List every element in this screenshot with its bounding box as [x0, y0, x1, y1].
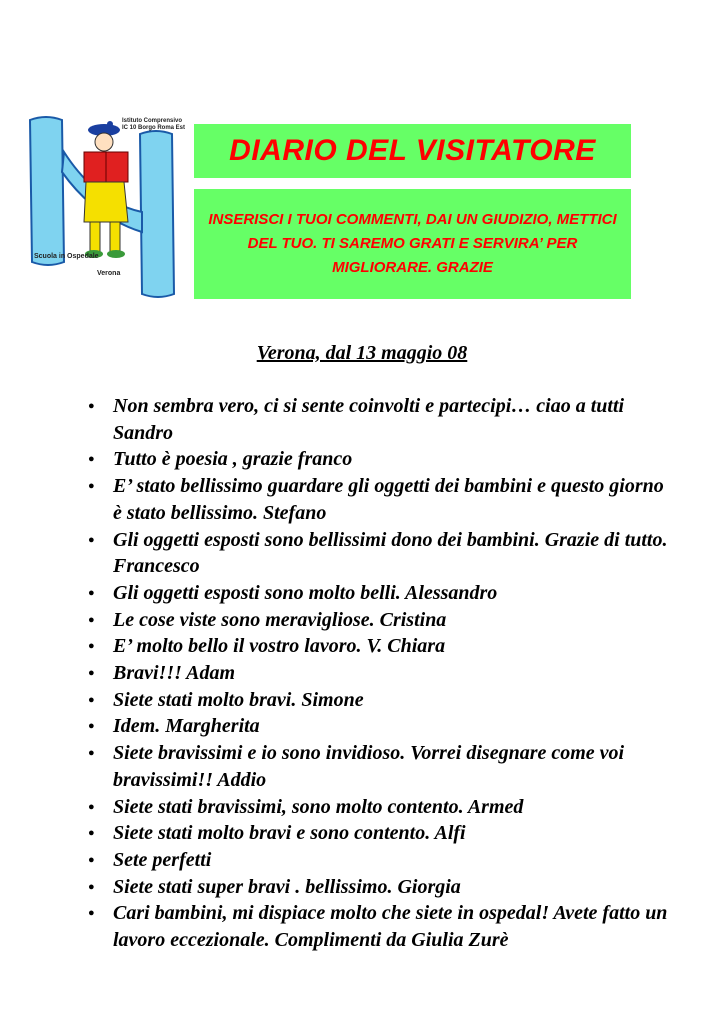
logo-institute-text — [122, 118, 185, 132]
comments-list — [88, 393, 668, 954]
dateline-text: Verona, dal 13 maggio 08 — [256, 342, 468, 364]
comment-item: ● Le cose viste sono meravigliose. Cristina — [88, 607, 668, 634]
instructions-text: INSERISCI I TUOI COMMENTI, DAI UN GIUDIZIO, METTICI DEL TUO. TI SAREMO GRATI E SERVIRA’ PER MIGLIORARE. GRAZIE — [208, 211, 617, 276]
comment-item: ● Cari bambini, mi dispiace molto che siete in ospedal! Avete fatto un lavoro eccezionale. Complimenti da Giulia Zurè — [88, 900, 668, 953]
logo-institute-line2: IC 10 Borgo Roma Est — [122, 125, 186, 131]
comment-item: ● Tutto è poesia , grazie franco — [88, 446, 668, 473]
comment-item: ● Siete stati bravissimi, sono molto contento. Armed — [88, 794, 668, 821]
page-title: DIARIO DEL VISITATORE — [229, 134, 596, 167]
logo-school-line2: Verona — [97, 270, 121, 277]
comment-item: ● Bravi!!! Adam — [88, 660, 668, 687]
comment-item: ● Siete stati molto bravi e sono contento. Alfi — [88, 820, 668, 847]
comment-item: ● Gli oggetti esposti sono bellissimi dono dei bambini. Grazie di tutto. Francesco — [88, 527, 668, 580]
dateline — [0, 342, 724, 365]
comment-item: ● Siete stati super bravi . bellissimo. Giorgia — [88, 874, 668, 901]
comment-item: ● Gli oggetti esposti sono molto belli. Alessandro — [88, 580, 668, 607]
title-banner — [194, 124, 631, 178]
comment-item: ● Non sembra vero, ci si sente coinvolti e partecipi… ciao a tutti Sandro — [88, 393, 668, 446]
comment-item: ● Siete stati molto bravi. Simone — [88, 687, 668, 714]
instructions-banner — [194, 189, 631, 299]
comment-item: ● E’ molto bello il vostro lavoro. V. Chiara — [88, 633, 668, 660]
comment-item: ● Siete bravissimi e io sono invidioso. Vorrei disegnare come voi bravissimi!! Addio — [88, 740, 668, 793]
logo-institute-line1: Istituto Comprensivo — [122, 118, 183, 124]
logo-school-line1: Scuola in Ospedale — [34, 253, 99, 260]
comment-item: ● E’ stato bellissimo guardare gli oggetti dei bambini e questo giorno è stato bellissimo. Stefano — [88, 473, 668, 526]
comment-item: ● Sete perfetti — [88, 847, 668, 874]
comment-item: ● Idem. Margherita — [88, 713, 668, 740]
